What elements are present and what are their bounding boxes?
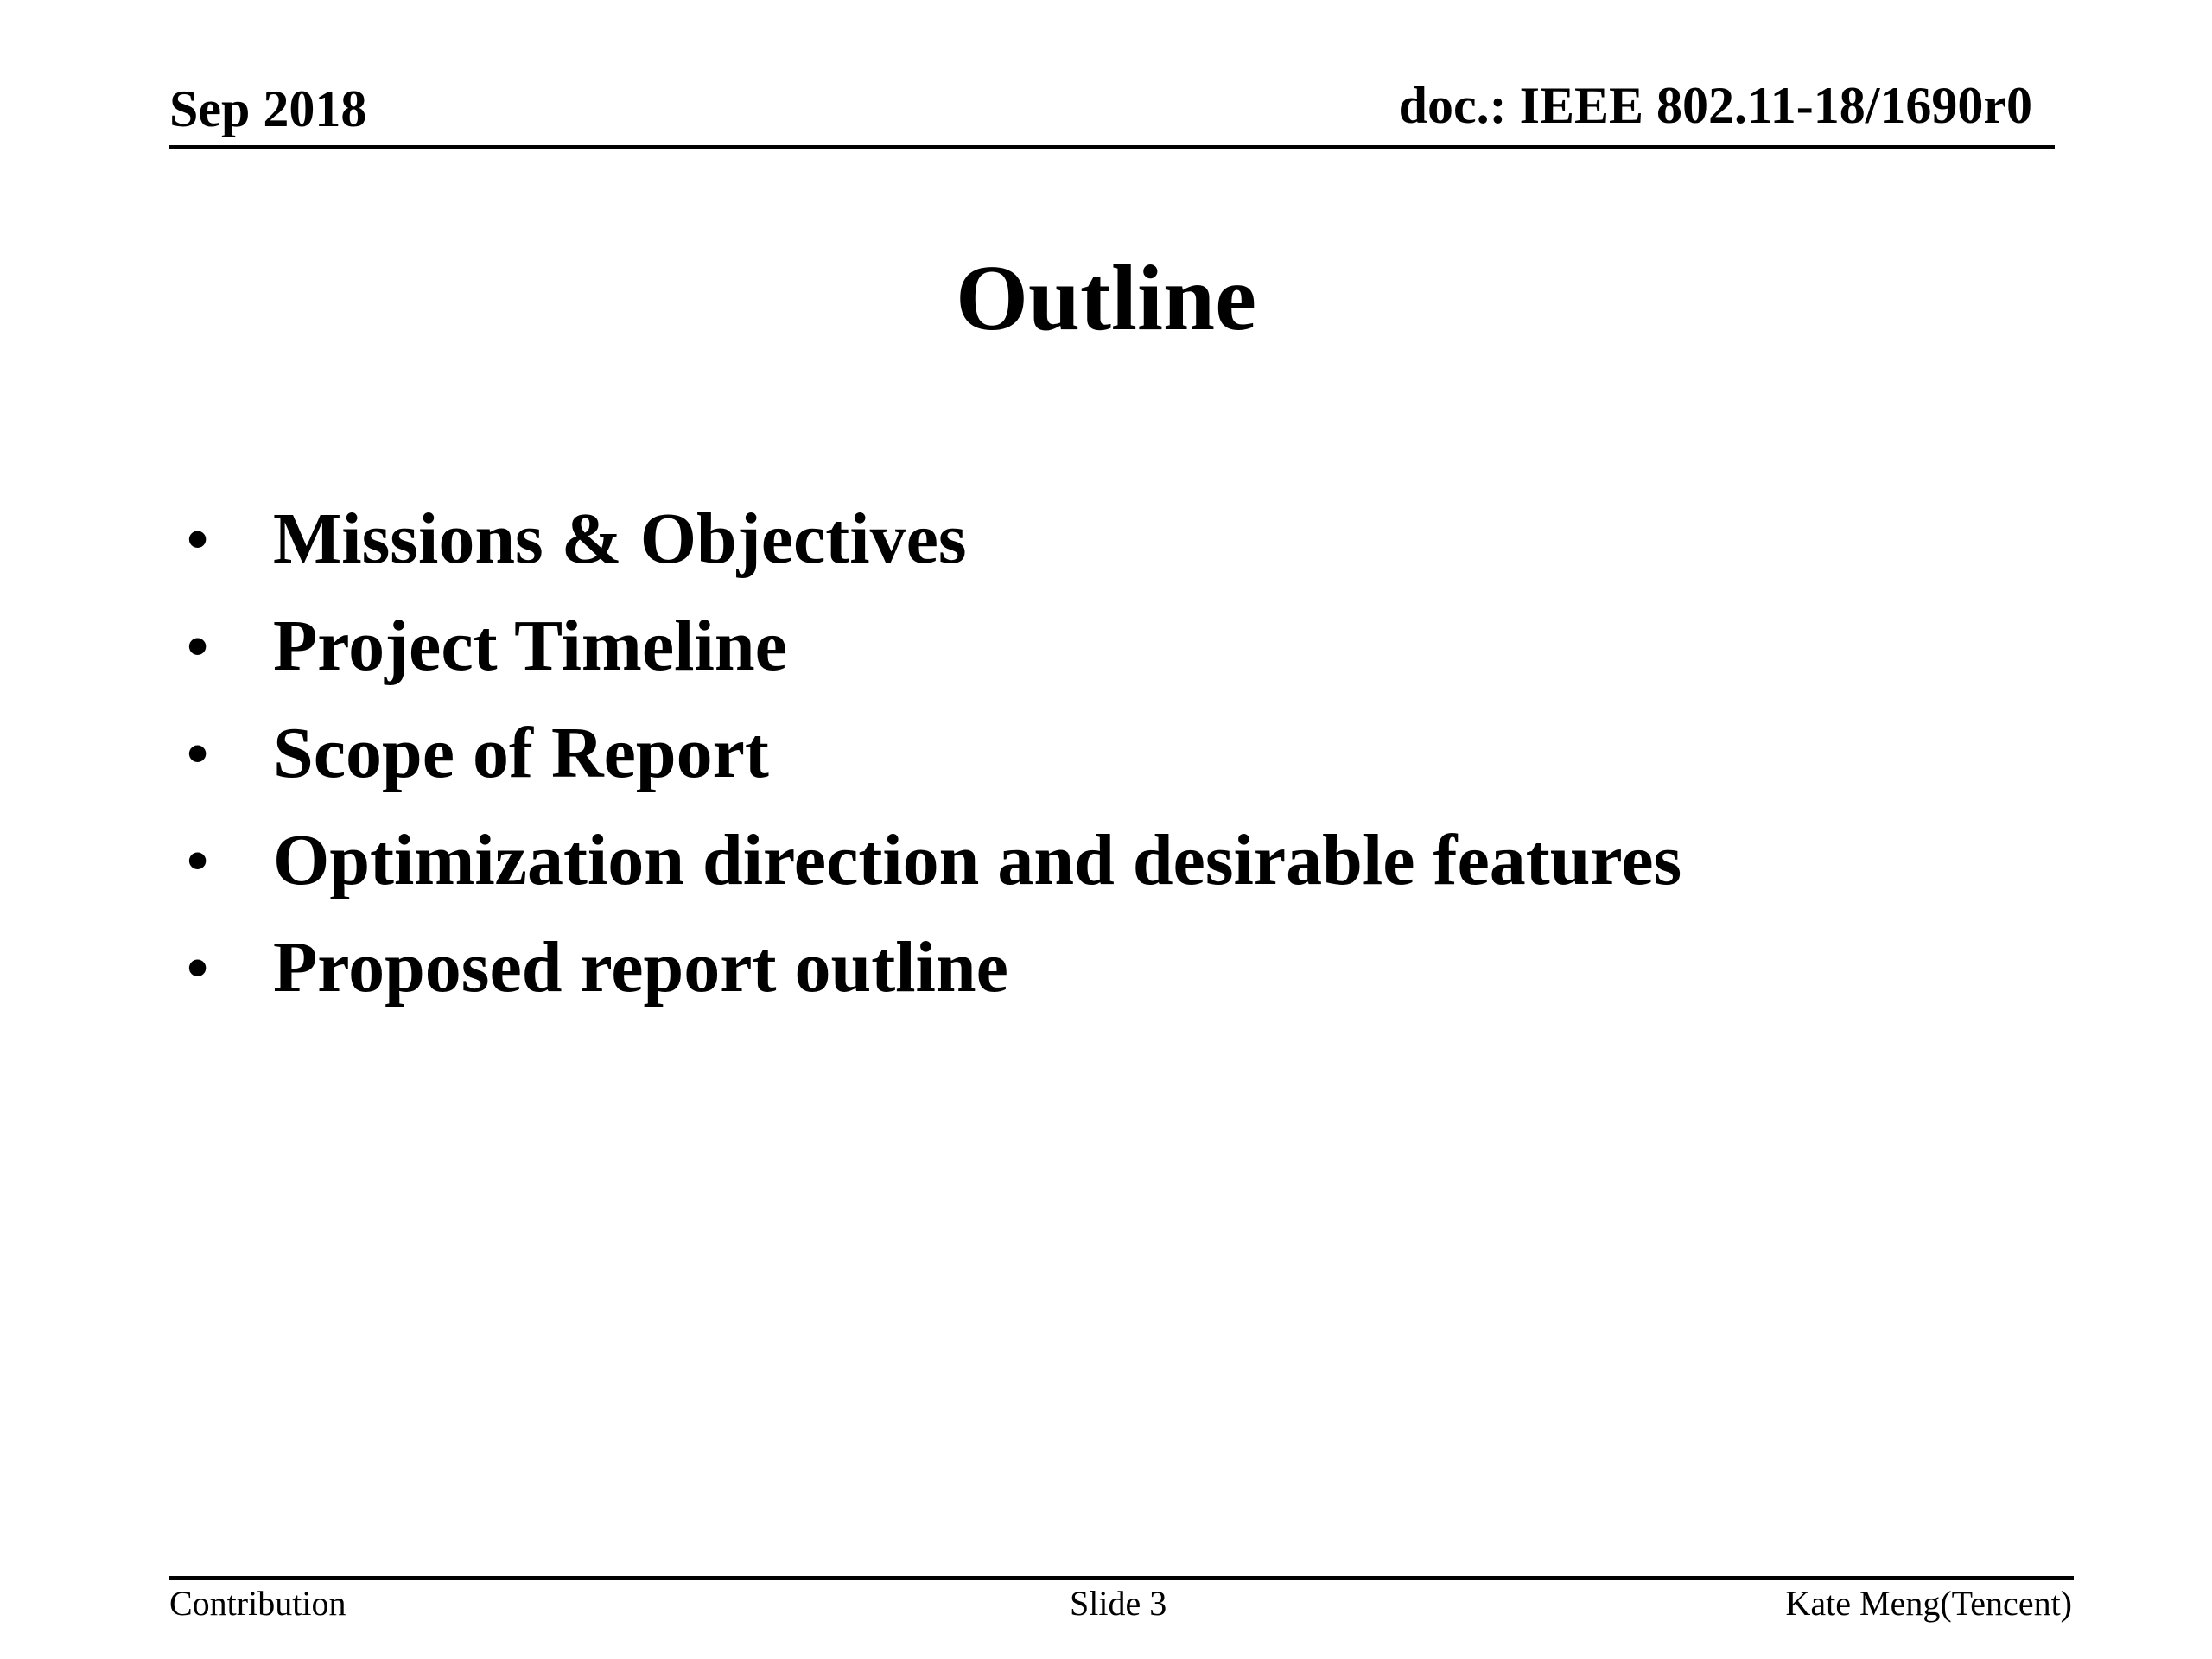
bullet-text: Optimization direction and desirable features — [273, 820, 1682, 900]
bullet-text: Proposed report outline — [273, 927, 1008, 1007]
bullet-dot-icon: • — [187, 505, 209, 574]
bullet-dot-icon: • — [187, 826, 209, 895]
footer-slide-number: Slide 3 — [1070, 1584, 1167, 1623]
bullet-dot-icon: • — [187, 612, 209, 681]
bullet-text: Missions & Objectives — [273, 499, 967, 579]
bullet-dot-icon: • — [187, 933, 209, 1002]
header-doc-id: doc.: IEEE 802.11-18/1690r0 — [1398, 77, 2032, 134]
header-date: Sep 2018 — [169, 80, 367, 137]
bullet-dot-icon: • — [187, 719, 209, 788]
slide-title: Outline — [955, 247, 1257, 350]
bullet-text: Scope of Report — [273, 713, 769, 793]
footer-divider — [169, 1576, 2074, 1580]
bullet-text: Project Timeline — [273, 606, 787, 686]
header-divider — [169, 145, 2055, 149]
footer-author: Kate Meng(Tencent) — [1785, 1584, 2072, 1623]
footer-contribution: Contribution — [169, 1584, 346, 1623]
